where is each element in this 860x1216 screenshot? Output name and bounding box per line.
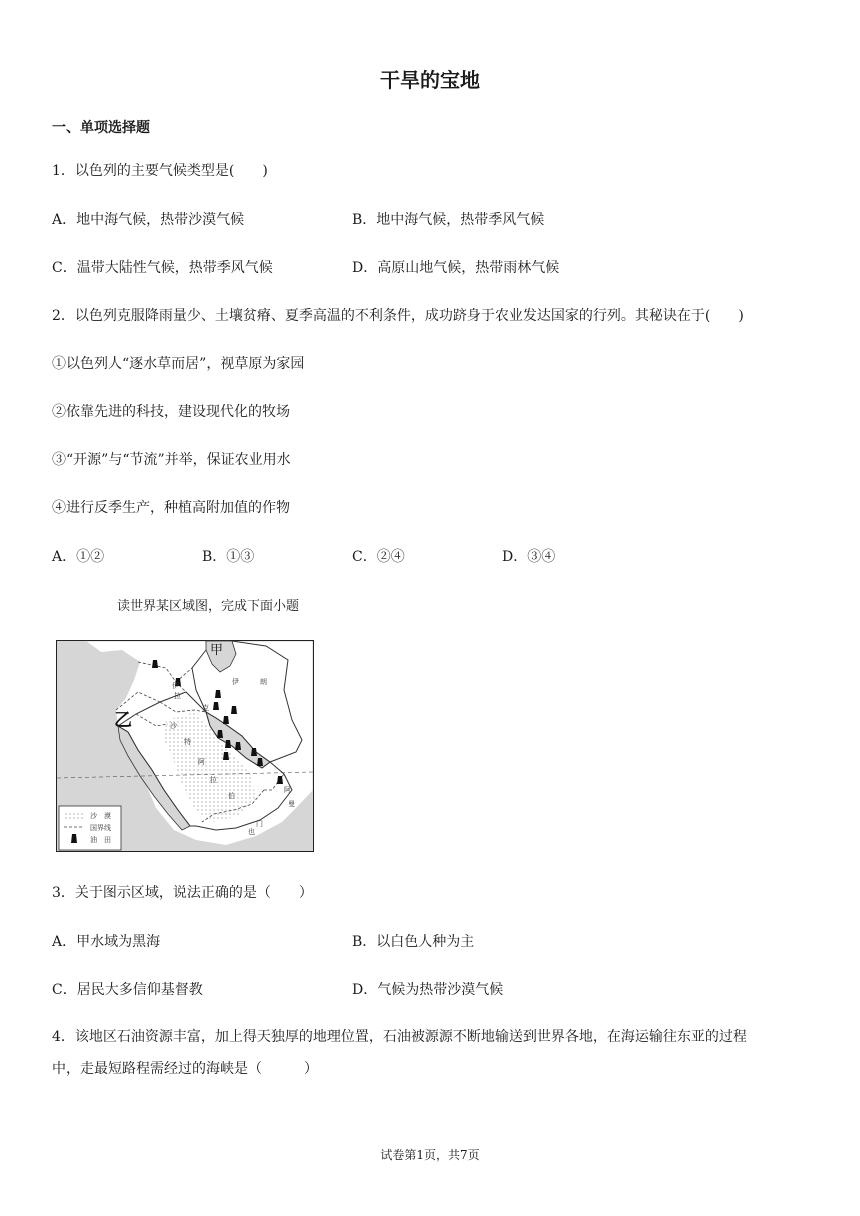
question-1-stem: 1．以色列的主要气候类型是( ) [52, 163, 268, 179]
question-3-option-d[interactable]: D．气候为热带沙漠气候 [352, 982, 504, 998]
question-3-stem: 3．关于图示区域，说法正确的是（ ） [52, 885, 313, 901]
legend-label: 国界线 [90, 824, 111, 832]
question-2-statement-4: ④进行反季生产，种植高附加值的作物 [52, 500, 290, 516]
country-char: 拉 [210, 776, 217, 784]
legend-label: 沙 漠 [90, 812, 111, 820]
country-char: 拉 [174, 692, 181, 700]
country-char: 朗 [260, 678, 267, 686]
question-2-option-d[interactable]: D．③④ [502, 549, 556, 565]
question-2-option-b[interactable]: B．①③ [202, 549, 255, 565]
map-legend [59, 806, 121, 850]
question-2-option-a[interactable]: A．①② [52, 549, 105, 565]
region-map [56, 640, 314, 852]
question-1-option-a[interactable]: A．地中海气候，热带沙漠气候 [52, 212, 245, 228]
country-char: 特 [184, 738, 191, 746]
page-title: 干旱的宝地 [380, 68, 480, 92]
country-char: 伊 [172, 682, 179, 690]
legend-oil-swatch [71, 834, 77, 843]
question-2-statement-2: ②依靠先进的科技，建设现代化的牧场 [52, 404, 290, 420]
question-3-option-a[interactable]: A．甲水域为黑海 [52, 934, 161, 950]
country-char: 阿 [198, 758, 205, 766]
country-char: 曼 [288, 800, 295, 808]
map-caption: 读世界某区域图，完成下面小题 [117, 599, 300, 614]
country-char: 克 [202, 704, 209, 712]
country-char: 阿 [284, 786, 291, 794]
country-char: 也 [248, 828, 255, 836]
question-1-option-d[interactable]: D．高原山地气候，热带雨林气候 [352, 260, 560, 276]
country-char: 门 [256, 820, 263, 828]
page-footer: 试卷第1页，共7页 [380, 1148, 480, 1162]
question-2-statement-3: ③“开源”与“节流”并举，保证农业用水 [52, 452, 291, 468]
question-1-option-c[interactable]: C．温带大陆性气候，热带季风气候 [52, 260, 273, 276]
legend-desert-swatch [64, 811, 84, 819]
country-char: 沙 [170, 722, 177, 730]
section-heading: 一、单项选择题 [52, 120, 150, 136]
question-3-option-b[interactable]: B．以白色人种为主 [352, 934, 475, 950]
country-char: 伯 [228, 792, 235, 800]
question-1-option-b[interactable]: B．地中海气候，热带季风气候 [352, 212, 545, 228]
label-yi: 乙 [114, 710, 132, 731]
country-char: 伊 [232, 678, 239, 686]
question-2-statement-1: ①以色列人“逐水草而居”，视草原为家园 [52, 356, 305, 372]
question-2-option-c[interactable]: C．②④ [352, 549, 405, 565]
label-jia: 甲 [210, 643, 224, 658]
question-2-stem: 2．以色列克服降雨量少、土壤贫瘠、夏季高温的不利条件，成功跻身于农业发达国家的行列。其秘诀在于( ) [52, 308, 744, 324]
question-3-option-c[interactable]: C．居民大多信仰基督教 [52, 982, 203, 998]
question-4-stem-line1: 4．该地区石油资源丰富，加上得天独厚的地理位置，石油被源源不断地输送到世界各地，在海运输往东亚的过程 [52, 1029, 747, 1045]
legend-label: 油 田 [90, 836, 111, 844]
question-4-stem-line2: 中，走最短路程需经过的海峡是（ ） [52, 1061, 318, 1077]
